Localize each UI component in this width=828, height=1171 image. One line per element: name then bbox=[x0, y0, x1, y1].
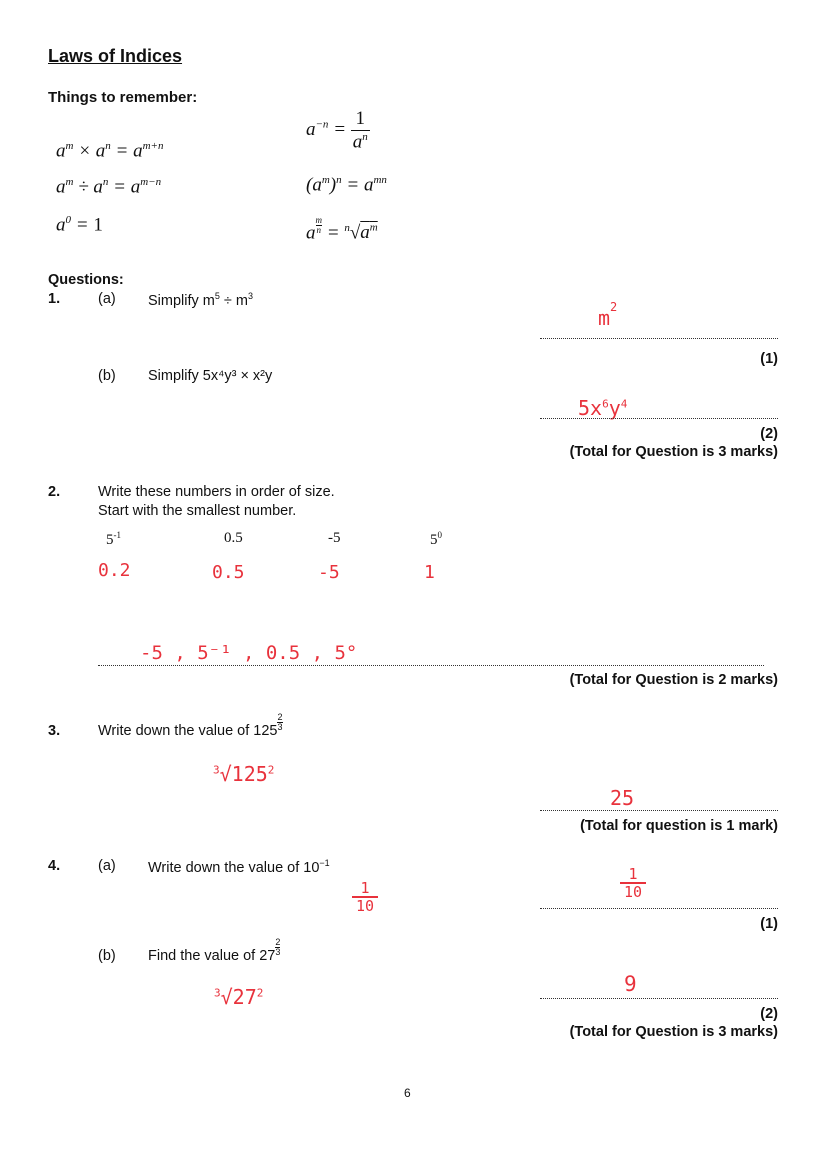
q4b-marks: (2) bbox=[760, 1006, 778, 1022]
law-zero: $a^0 = 1$ bbox=[56, 214, 103, 236]
questions-label: Questions: bbox=[48, 272, 124, 288]
q2-number-2: 0.5 bbox=[224, 530, 243, 546]
q2-answer-line bbox=[98, 665, 764, 666]
q2-line2: Start with the smallest number. bbox=[98, 503, 297, 519]
law-negative: $a^{-n}$ = $\frac{1}{a^n}$ bbox=[306, 108, 368, 153]
q2-number: 2. bbox=[48, 484, 61, 500]
q3-total: (Total for question is 1 mark) bbox=[580, 818, 778, 834]
law-power: $(a^m)^n = a^{mn}$ bbox=[306, 174, 387, 196]
q3-answer-handwritten: 25 bbox=[610, 786, 635, 810]
q1-total: (Total for Question is 3 marks) bbox=[569, 444, 778, 460]
law-product: $a^m \times a^n = a^{m+n}$ bbox=[56, 140, 164, 162]
section-subtitle: Things to remember: bbox=[48, 89, 198, 106]
q1-number: 1. bbox=[48, 291, 61, 307]
q4a-marks: (1) bbox=[760, 916, 778, 932]
q4a-part: (a) bbox=[98, 858, 116, 874]
page-number: 6 bbox=[404, 1086, 411, 1100]
q4a-text: Write down the value of $10^{-1}$ bbox=[148, 858, 330, 876]
q4-total: (Total for Question is 3 marks) bbox=[569, 1024, 778, 1040]
law-root: a $\frac{m}{n}$ = $^n√a^m$ bbox=[306, 215, 378, 244]
q1a-part: (a) bbox=[98, 291, 116, 307]
q4b-text: Find the value of 27 $\frac{2}{3}$ bbox=[148, 937, 281, 964]
q2-working-4: 1 bbox=[424, 562, 435, 583]
q4b-working-handwritten: $^3√27^2$ bbox=[214, 985, 264, 1009]
q2-working-1: 0.2 bbox=[98, 560, 131, 581]
q1a-answer-handwritten: $m^2$ bbox=[598, 300, 618, 330]
q1b-text: Simplify 5x⁴y³ × x²y bbox=[148, 368, 273, 384]
q3-working-handwritten: $^3√125^2$ bbox=[213, 762, 275, 786]
q2-answer-handwritten: -5 , 5⁻¹ , 0.5 , 5° bbox=[140, 642, 358, 664]
q1b-answer-line bbox=[540, 418, 778, 419]
q4b-answer-handwritten: 9 bbox=[624, 972, 637, 996]
q4b-answer-line bbox=[540, 998, 778, 999]
q2-working-2: 0.5 bbox=[212, 562, 245, 583]
q2-total: (Total for Question is 2 marks) bbox=[569, 672, 778, 688]
q1a-answer-line bbox=[540, 338, 778, 339]
q1b-marks: (2) bbox=[760, 426, 778, 442]
q1b-part: (b) bbox=[98, 368, 116, 384]
q3-number: 3. bbox=[48, 723, 61, 739]
q3-answer-line bbox=[540, 810, 778, 811]
law-quotient: $a^m \div a^n = a^{m-n}$ bbox=[56, 176, 162, 198]
q2-line1: Write these numbers in order of size. bbox=[98, 484, 335, 500]
q3-text: Write down the value of 125 $\frac{2}{3}$ bbox=[98, 712, 283, 739]
q2-number-1: $5^{-1}$ bbox=[106, 530, 121, 548]
q1a-marks: (1) bbox=[760, 351, 778, 367]
q1b-answer-handwritten: $5x^6y^4$ bbox=[578, 396, 628, 420]
page-title: Laws of Indices bbox=[48, 46, 183, 66]
q2-number-3: -5 bbox=[328, 530, 341, 546]
q2-number-4: $5^0$ bbox=[430, 530, 442, 548]
q4a-answer-handwritten: $\frac{1}{10}$ bbox=[620, 866, 646, 901]
q4b-part: (b) bbox=[98, 948, 116, 964]
q4-number: 4. bbox=[48, 858, 61, 874]
q4a-answer-line bbox=[540, 908, 778, 909]
q1a-text: Simplify $m^5 \div m^3$ bbox=[148, 291, 253, 309]
q4a-working-handwritten: $\frac{1}{10}$ bbox=[352, 880, 378, 915]
q2-working-3: -5 bbox=[318, 562, 340, 583]
